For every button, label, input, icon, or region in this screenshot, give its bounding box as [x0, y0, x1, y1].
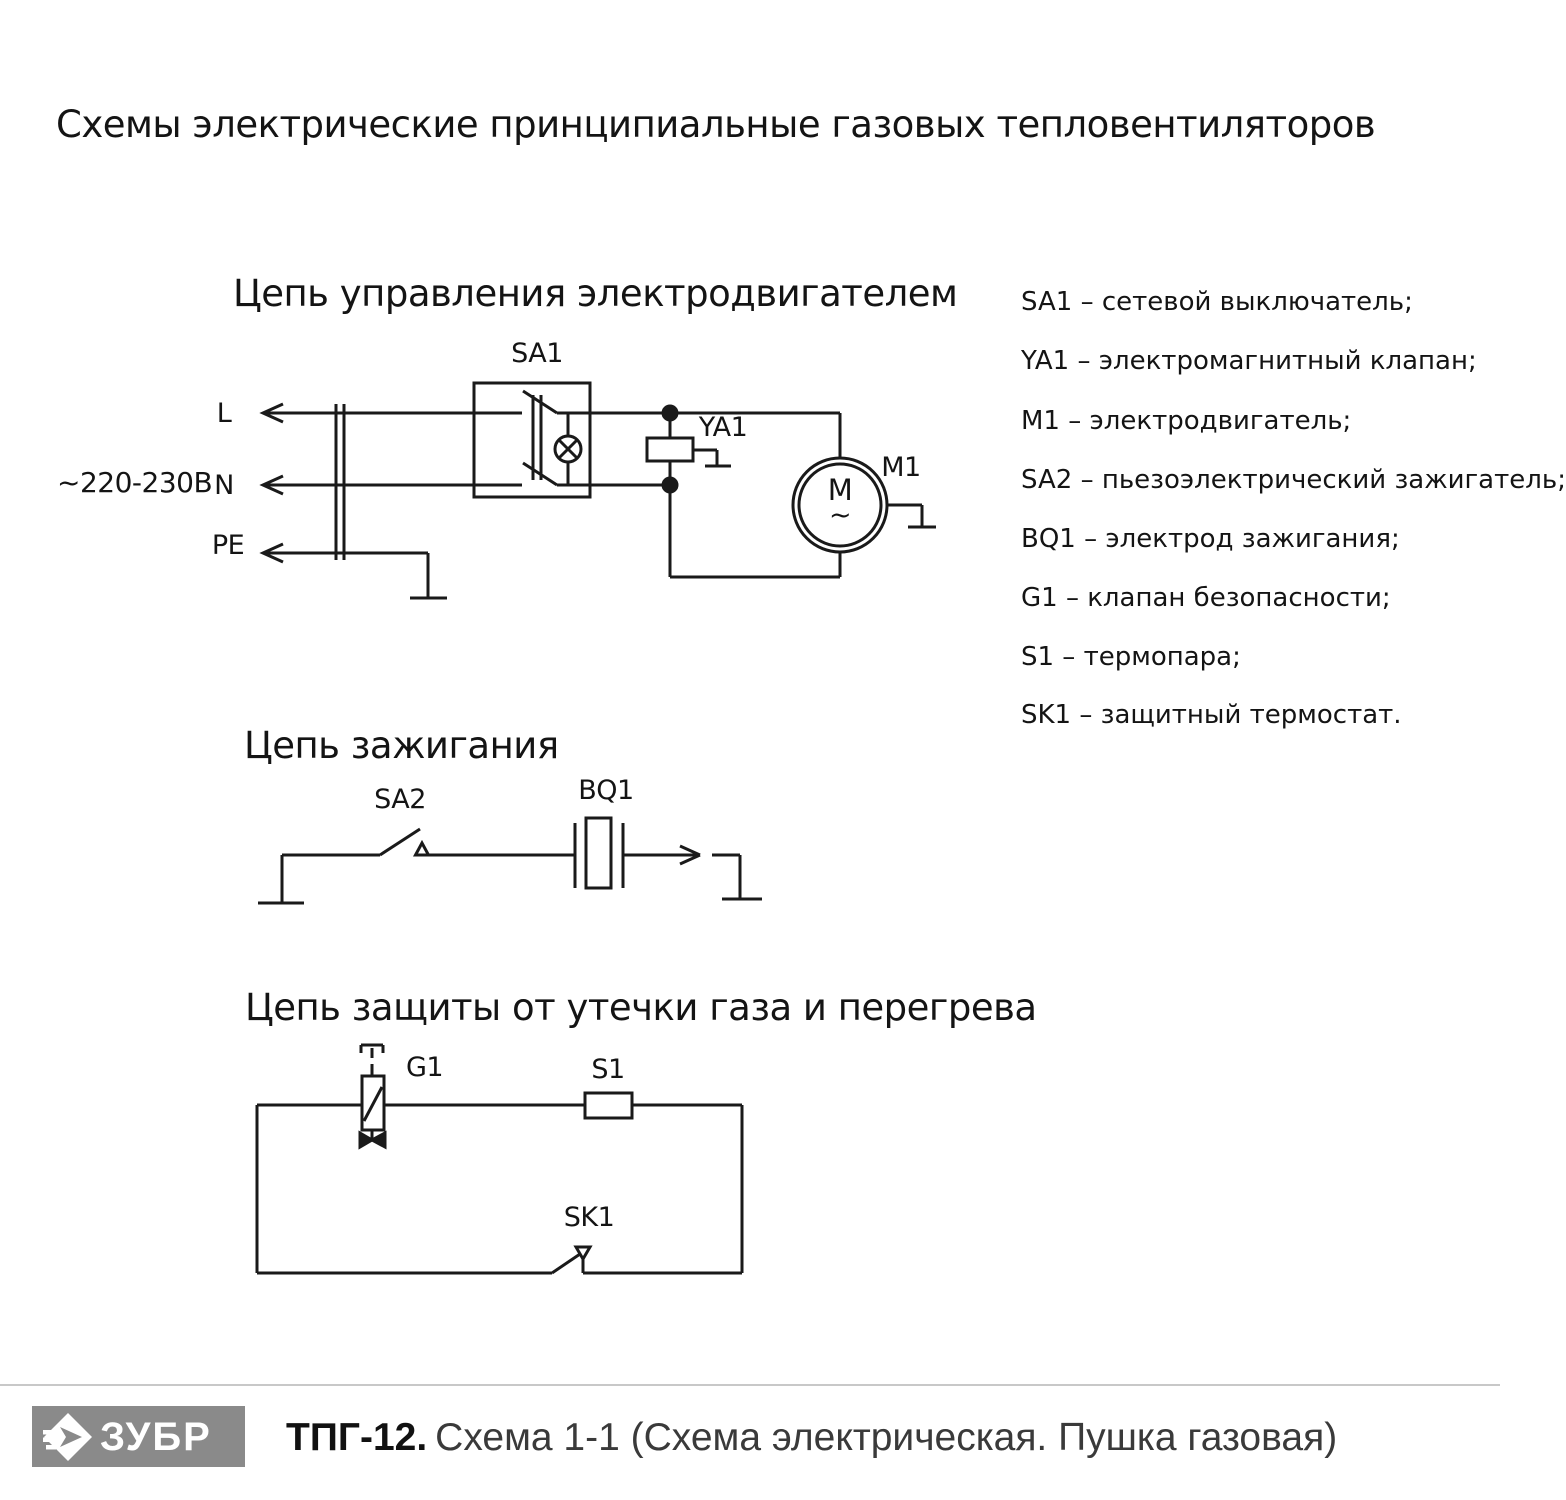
bq1-label: BQ1 [578, 775, 634, 806]
legend-item-sk1: SK1 – защитный термостат. [1021, 700, 1402, 730]
s1-thermocouple-symbol [585, 1093, 632, 1118]
sa1-switch-symbol [474, 383, 840, 497]
m1-label: M1 [881, 452, 921, 483]
footer-caption [286, 1416, 1337, 1460]
line-label-l: L [216, 398, 232, 429]
sa1-label: SA1 [511, 338, 563, 369]
g1-label: G1 [406, 1052, 444, 1083]
brand-name: ЗУБР [100, 1414, 212, 1459]
s1-label: S1 [591, 1054, 625, 1085]
sk1-label: SK1 [563, 1202, 615, 1233]
page-title: Схемы электрические принципиальные газовых тепловентиляторов [56, 103, 1376, 146]
legend-item-m1: M1 – электродвигатель; [1021, 406, 1352, 436]
ignition-circuit-lines [258, 818, 762, 903]
legend-item-sa2: SA2 – пьезоэлектрический зажигатель; [1021, 465, 1566, 495]
circuit1-title: Цепь управления электродвигателем [233, 272, 958, 315]
line-label-pe: PE [211, 530, 245, 561]
g1-valve-symbol [360, 1045, 385, 1147]
model-number: ТПГ-12. [286, 1416, 428, 1459]
footer-divider [0, 1384, 1500, 1386]
line-label-n: N [214, 470, 234, 501]
sa2-label: SA2 [374, 784, 426, 815]
voltage-label: ~220-230В [57, 466, 213, 499]
ya1-label: YA1 [698, 412, 748, 443]
protection-circuit-lines [257, 1045, 742, 1273]
legend-item-bq1: BQ1 – электрод зажигания; [1021, 524, 1400, 554]
power-input-lines [263, 404, 522, 598]
brand-logo [32, 1406, 245, 1467]
legend-item-sa1: SA1 – сетевой выключатель; [1021, 287, 1413, 317]
circuit2-title: Цепь зажигания [244, 724, 559, 767]
caption-text: Схема 1-1 (Схема электрическая. Пушка газовая) [435, 1416, 1338, 1459]
motor-letter: M [827, 473, 853, 507]
legend-item-s1: S1 – термопара; [1021, 642, 1241, 672]
legend-item-g1: G1 – клапан безопасности; [1021, 583, 1391, 613]
zubr-arrow-icon [42, 1411, 94, 1463]
circuit3-title: Цепь защиты от утечки газа и перегрева [245, 986, 1037, 1029]
motor-wave-icon: ~ [828, 500, 852, 531]
legend-item-ya1: YA1 – электромагнитный клапан; [1021, 346, 1477, 376]
